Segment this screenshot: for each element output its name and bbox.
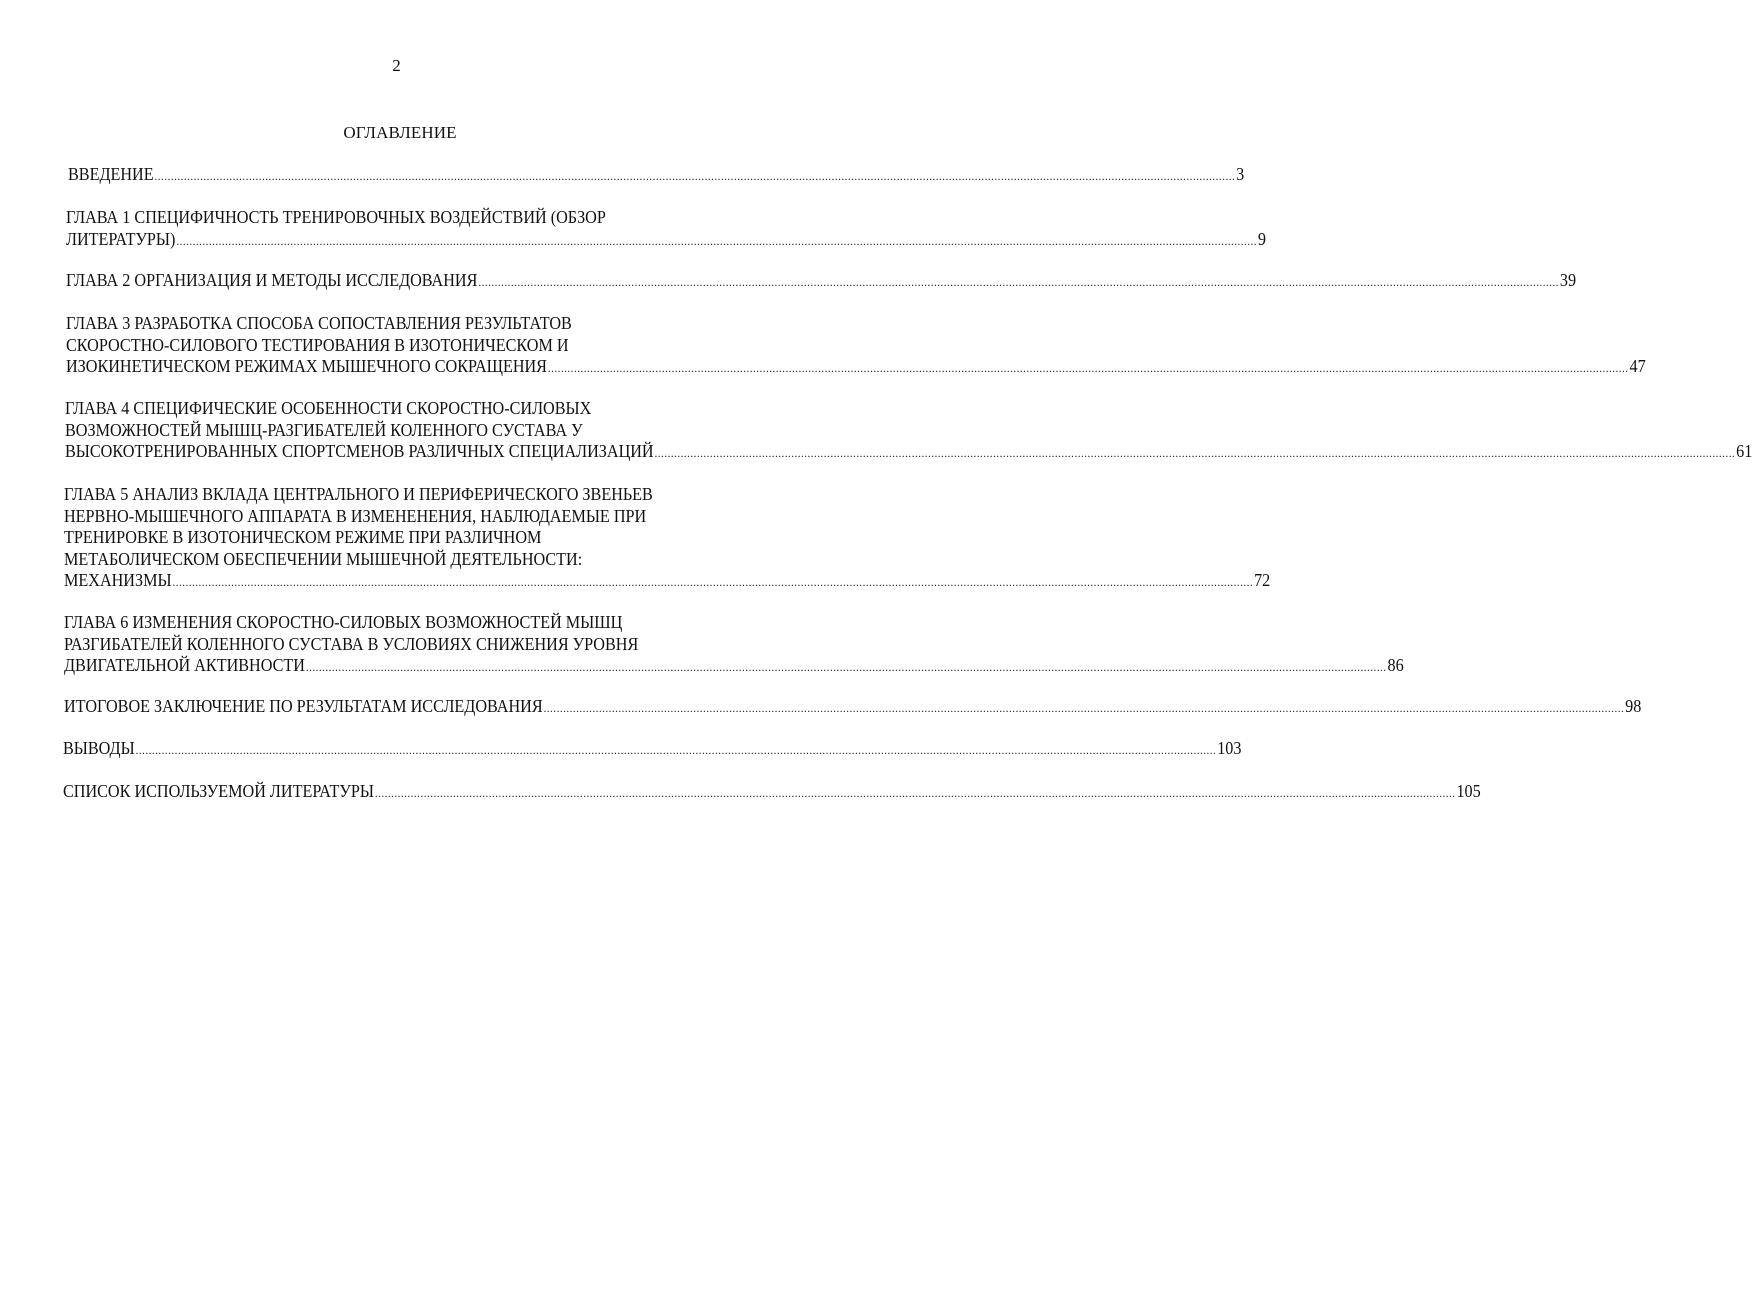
toc-entry-conclusion[interactable] bbox=[64, 696, 1642, 720]
toc-entry-line: СКОРОСТНО-СИЛОВОГО ТЕСТИРОВАНИЯ В ИЗОТОНИЧЕСКОМ И bbox=[66, 334, 569, 355]
leader-dots: ............................................................................................................................................................................................................................................................................................................................................ bbox=[176, 233, 1257, 248]
leader-dots: ............................................................................................................................................................................................................................................................................................................................................ bbox=[547, 361, 1629, 375]
toc-entry-page-number: 72 bbox=[1254, 570, 1271, 590]
toc-entry-page-number: 9 bbox=[1257, 228, 1267, 249]
toc-entry-chapter-6[interactable] bbox=[64, 612, 1404, 679]
toc-entry-page-number: 105 bbox=[1456, 781, 1481, 801]
toc-entry-line: ГЛАВА 3 РАЗРАБОТКА СПОСОБА СОПОСТАВЛЕНИЯ РЕЗУЛЬТАТОВ bbox=[66, 313, 572, 333]
toc-entry-findings[interactable] bbox=[63, 738, 1242, 762]
toc-entry-introduction[interactable] bbox=[68, 164, 1245, 188]
leader-dots: ............................................................................................................................................................................................................................................................................................................................................ bbox=[543, 701, 1625, 715]
toc-entry-chapter-4[interactable] bbox=[65, 398, 1752, 465]
toc-entry-line: ВОЗМОЖНОСТЕЙ МЫШЦ-РАЗГИБАТЕЛЕЙ КОЛЕННОГО СУСТАВА У bbox=[65, 419, 583, 440]
toc-entry-page-number: 103 bbox=[1217, 738, 1242, 758]
toc-title: ОГЛАВЛЕНИЕ bbox=[343, 123, 457, 142]
toc-entry-final-line bbox=[68, 164, 1245, 188]
toc-entry-chapter-3[interactable] bbox=[66, 313, 1646, 380]
toc-entry-final-line bbox=[63, 781, 1481, 805]
toc-entry-final-line bbox=[64, 696, 1642, 720]
toc-entry-title: ГЛАВА 2 ОРГАНИЗАЦИЯ И МЕТОДЫ ИССЛЕДОВАНИЯ bbox=[66, 270, 478, 290]
toc-entry-line: ГЛАВА 6 ИЗМЕНЕНИЯ СКОРОСТНО-СИЛОВЫХ ВОЗМОЖНОСТЕЙ МЫШЦ bbox=[64, 612, 623, 632]
toc-entry-page-number: 61 bbox=[1736, 441, 1752, 461]
toc-entry-chapter-1[interactable] bbox=[66, 207, 1267, 252]
toc-entry-title: ИЗОКИНЕТИЧЕСКОМ РЕЖИМАХ МЫШЕЧНОГО СОКРАЩЕНИЯ bbox=[66, 356, 547, 376]
toc-entry-line: ТРЕНИРОВКЕ В ИЗОТОНИЧЕСКОМ РЕЖИМЕ ПРИ РАЗЛИЧНОМ bbox=[64, 527, 542, 547]
toc-entry-chapter-2[interactable] bbox=[66, 270, 1577, 294]
toc-entry-title: ВЫВОДЫ bbox=[63, 738, 135, 758]
leader-dots: ............................................................................................................................................................................................................................................................................................................................................ bbox=[478, 275, 1559, 289]
toc-entry-title: ДВИГАТЕЛЬНОЙ АКТИВНОСТИ bbox=[64, 655, 305, 675]
leader-dots: ............................................................................................................................................................................................................................................................................................................................................ bbox=[135, 743, 1217, 757]
toc-entry-line: МЕТАБОЛИЧЕСКОМ ОБЕСПЕЧЕНИИ МЫШЕЧНОЙ ДЕЯТЕЛЬНОСТИ: bbox=[64, 548, 583, 569]
leader-dots: ............................................................................................................................................................................................................................................................................................................................................ bbox=[374, 786, 1456, 800]
toc-entry-title: ИТОГОВОЕ ЗАКЛЮЧЕНИЕ ПО РЕЗУЛЬТАТАМ ИССЛЕДОВАНИЯ bbox=[64, 696, 543, 716]
toc-entry-final-line bbox=[65, 441, 1752, 465]
toc-entry-page-number: 86 bbox=[1387, 655, 1404, 675]
toc-entry-line: ГЛАВА 5 АНАЛИЗ ВКЛАДА ЦЕНТРАЛЬНОГО И ПЕРИФЕРИЧЕСКОГО ЗВЕНЬЕВ bbox=[64, 484, 653, 504]
page-number: 2 bbox=[392, 56, 401, 75]
leader-dots: ............................................................................................................................................................................................................................................................................................................................................ bbox=[654, 446, 1736, 460]
toc-entry-line: НЕРВНО-МЫШЕЧНОГО АППАРАТА В ИЗМЕНЕНЕНИЯ, НАБЛЮДАЕМЫЕ ПРИ bbox=[64, 505, 647, 526]
toc-entry-title: СПИСОК ИСПОЛЬЗУЕМОЙ ЛИТЕРАТУРЫ bbox=[63, 781, 374, 801]
toc-entry-final-line bbox=[63, 738, 1242, 762]
toc-entry-final-line bbox=[64, 570, 1271, 594]
toc-entry-title: ЛИТЕРАТУРЫ) bbox=[66, 228, 176, 249]
leader-dots: ............................................................................................................................................................................................................................................................................................................................................ bbox=[305, 660, 1387, 674]
toc-entry-final-line bbox=[66, 228, 1267, 253]
toc-entry-final-line bbox=[66, 356, 1646, 380]
toc-entry-line: ГЛАВА 1 СПЕЦИФИЧНОСТЬ ТРЕНИРОВОЧНЫХ ВОЗДЕЙСТВИЙ (ОБЗОР bbox=[66, 207, 606, 227]
toc-entry-final-line bbox=[66, 270, 1577, 294]
toc-entry-title: ВЫСОКОТРЕНИРОВАННЫХ СПОРТСМЕНОВ РАЗЛИЧНЫХ СПЕЦИАЛИЗАЦИЙ bbox=[65, 441, 654, 461]
toc-entry-page-number: 47 bbox=[1629, 356, 1646, 376]
toc-entry-line: ГЛАВА 4 СПЕЦИФИЧЕСКИЕ ОСОБЕННОСТИ СКОРОСТНО-СИЛОВЫХ bbox=[65, 398, 592, 418]
toc-entry-chapter-5[interactable] bbox=[64, 484, 1271, 594]
toc-entry-final-line bbox=[64, 655, 1404, 679]
toc-entry-page-number: 39 bbox=[1559, 270, 1577, 290]
toc-entry-line: РАЗГИБАТЕЛЕЙ КОЛЕННОГО СУСТАВА В УСЛОВИЯХ СНИЖЕНИЯ УРОВНЯ bbox=[64, 633, 639, 654]
leader-dots: ............................................................................................................................................................................................................................................................................................................................................ bbox=[154, 169, 1236, 183]
toc-entry-page-number: 98 bbox=[1625, 696, 1642, 716]
toc-entry-references[interactable] bbox=[63, 781, 1481, 805]
toc-entry-title: ВВЕДЕНИЕ bbox=[68, 164, 154, 184]
toc-entry-page-number: 3 bbox=[1236, 164, 1245, 184]
toc-entry-title: МЕХАНИЗМЫ bbox=[64, 570, 172, 590]
leader-dots: ............................................................................................................................................................................................................................................................................................................................................ bbox=[172, 575, 1254, 589]
